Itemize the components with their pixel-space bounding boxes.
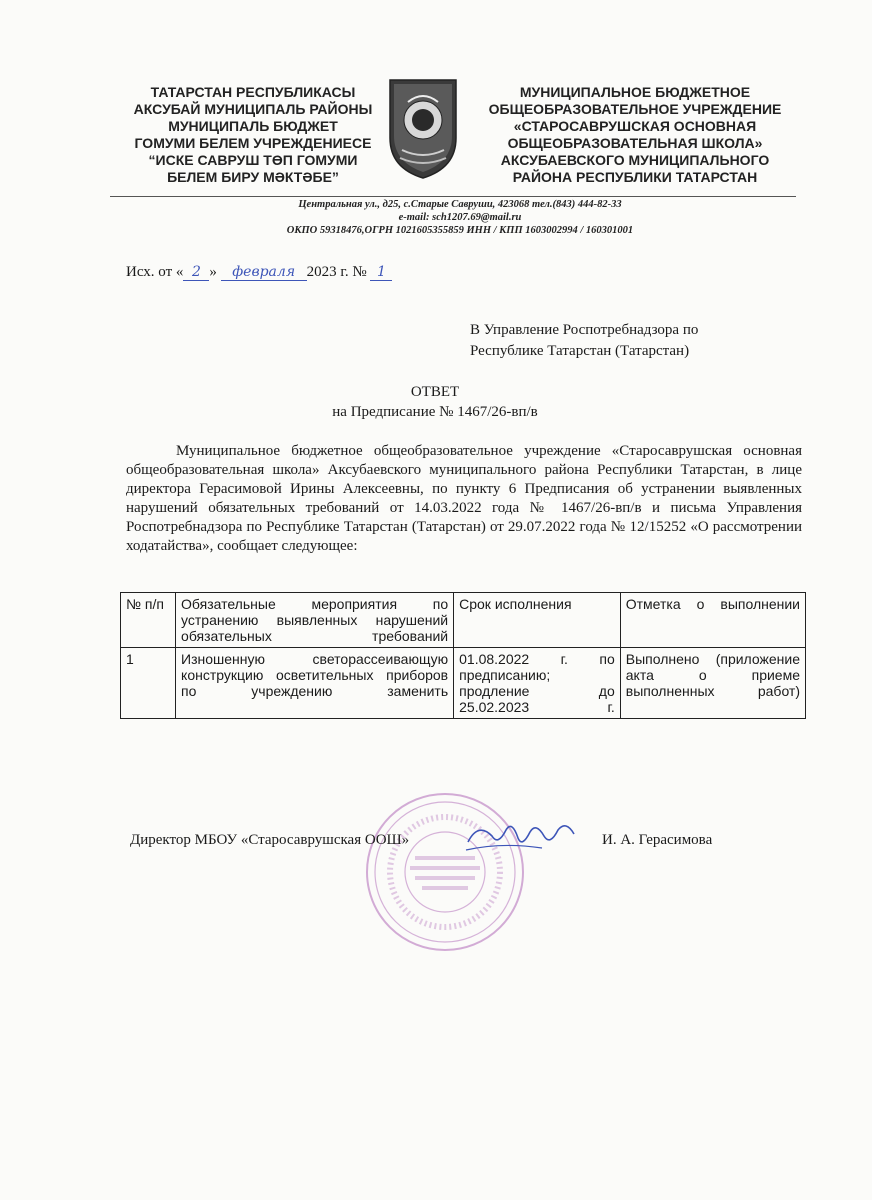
contacts-email: e-mail: sch1207.69@mail.ru [398, 212, 522, 223]
row-cell-status: Выполнено (приложение акта о приеме выполненных работ) [620, 648, 805, 719]
header-cell-number: № п/п [121, 593, 176, 648]
header-right-line: МУНИЦИПАЛЬНОЕ БЮДЖЕТНОЕ [519, 84, 751, 100]
addressee-line: В Управление Роспотребнадзора по [470, 322, 699, 338]
table-row [121, 648, 806, 719]
document-title: ОТВЕТ [410, 384, 460, 400]
contacts-address: Центральная ул., д25, с.Старые Савруши, 423068 тел.(843) 444-82-33 [298, 199, 622, 210]
outgoing-day: 2 [183, 264, 209, 281]
header-left-block [118, 84, 388, 186]
document-subtitle: на Предписание № 1467/26-вп/в [332, 404, 538, 420]
header-cell-deadline: Срок исполнения [454, 593, 621, 648]
outgoing-year: 2023 г. № [306, 264, 367, 280]
header-right-line: ОБЩЕОБРАЗОВАТЕЛЬНОЕ УЧРЕЖДЕНИЕ [488, 101, 782, 117]
outgoing-month: февраля [221, 264, 307, 281]
header-right-block [470, 84, 800, 186]
row-cell-measure: Изношенную светорассеивающую конструкцию осветительных приборов по учреждению заменить [176, 648, 454, 719]
header-cell-measures: Обязательные мероприятия по устранению выявленных нарушений обязательных требований [176, 593, 454, 648]
signer-name: И. А. Герасимова [602, 832, 713, 848]
header-right-line: «СТАРОСАВРУШСКАЯ ОСНОВНАЯ [513, 118, 757, 134]
document-title-block [280, 382, 590, 422]
header-cell-status: Отметка о выполнении [620, 593, 805, 648]
header-right-line: АКСУБАЕВСКОГО МУНИЦИПАЛЬНОГО [500, 152, 770, 168]
outgoing-number-line [126, 264, 392, 281]
measures-table [120, 592, 806, 719]
header-left-line: ГОМУМИ БЕЛЕМ УЧРЕЖДЕНИЕСЕ [134, 135, 372, 151]
header-left-line: БЕЛЕМ БИРУ МӘКТӘБЕ” [167, 169, 339, 185]
outgoing-sep: » [209, 264, 217, 280]
header-left-line: АКСУБАЙ МУНИЦИПАЛЬ РАЙОНЫ [133, 101, 373, 117]
addressee-line: Республике Татарстан (Татарстан) [470, 343, 690, 359]
coat-of-arms-emblem [386, 76, 460, 180]
header-left-line: “ИСКЕ САВРУШ ТӨП ГОМУМИ [148, 152, 358, 168]
outgoing-prefix: Исх. от « [126, 264, 184, 280]
signer-position: Директор МБОУ «Старосаврушская ООШ» [130, 832, 410, 848]
header-left-line: ТАТАРСТАН РЕСПУБЛИКАСЫ [150, 84, 356, 100]
row-cell-deadline: 01.08.2022 г. по предписанию; продление до 25.02.2023 г. [454, 648, 621, 719]
table-header-row [121, 593, 806, 648]
body-paragraph-block [126, 442, 802, 556]
row-cell-number: 1 [121, 648, 176, 719]
header-left-line: МУНИЦИПАЛЬ БЮДЖЕТ [168, 118, 338, 134]
contacts-block [200, 198, 720, 237]
contacts-registration: ОКПО 59318476,ОГРН 1021605355859 ИНН / КПП 1603002994 / 160301001 [286, 225, 634, 236]
addressee-block [470, 320, 698, 362]
header-right-line: ОБЩЕОБРАЗОВАТЕЛЬНАЯ ШКОЛА» [507, 135, 763, 151]
header-divider [110, 196, 796, 197]
header-right-line: РАЙОНА РЕСПУБЛИКИ ТАТАРСТАН [512, 169, 758, 185]
handwritten-signature [462, 812, 580, 860]
body-paragraph: Муниципальное бюджетное общеобразовательное учреждение «Старосаврушская основная общеобразовательная школа» Аксубаевского муниципального района Республики Татарстан, в лице директора Герасимовой Ирины Алексеевны, по пункту 6 Предписания об устранении выявленных нарушений обязательных требований от 14.03.2022 года № 1467/26-вп/в и письма Управления Роспотребнадзора по Республике Татарстан (Татарстан) от 29.07.2022 года № 12/15252 «О рассмотрении ходатайства», сообщает следующее: [126, 443, 802, 554]
outgoing-number: 1 [370, 264, 392, 281]
